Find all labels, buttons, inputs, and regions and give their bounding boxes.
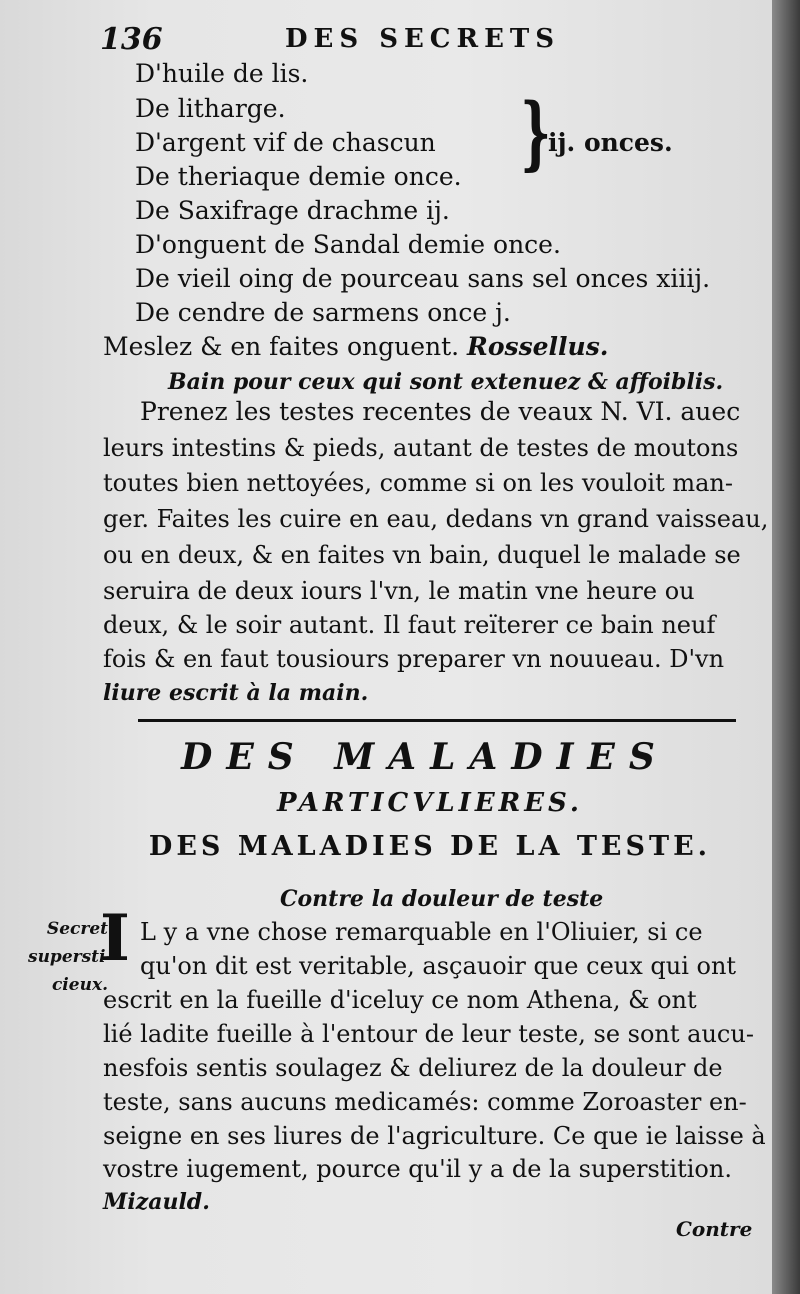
- paragraph-line: escrit en la fueille d'iceluy ce nom Athena, & ont: [103, 986, 697, 1014]
- paragraph-line: vostre iugement, pource qu'il y a de la superstition.: [103, 1155, 732, 1183]
- margin-note-line: supersti-: [28, 947, 113, 967]
- paragraph-line: leurs intestins & pieds, autant de testes de moutons: [103, 434, 739, 462]
- mix-author: Rossellus.: [467, 332, 609, 361]
- margin-note-line: Secret: [46, 919, 108, 939]
- paragraph-line: toutes bien nettoyées, comme si on les vouloit man-: [103, 469, 733, 497]
- recipe-line: De litharge.: [135, 94, 286, 123]
- recipe-line: D'onguent de Sandal demie once.: [135, 230, 561, 259]
- catchword: Contre: [676, 1217, 753, 1241]
- page-number: 136: [100, 22, 163, 57]
- drop-cap: I: [100, 901, 130, 976]
- page-header: [100, 22, 580, 62]
- body-source: Mizauld.: [103, 1189, 210, 1215]
- paragraph-line: Prenez les testes recentes de veaux N. VI. auec: [140, 397, 741, 426]
- paragraph-line: teste, sans aucuns medicamés: comme Zoroaster en-: [103, 1088, 747, 1116]
- page-edge-shadow: [772, 0, 800, 1294]
- running-title: DES SECRETS: [285, 24, 561, 54]
- paragraph-line: ger. Faites les cuire en eau, dedans vn grand vaisseau,: [103, 505, 769, 533]
- mix-text: Meslez & en faites onguent.: [103, 332, 460, 361]
- paragraph-line: lié ladite fueille à l'entour de leur teste, se sont aucu-: [103, 1020, 754, 1048]
- paragraph-line: qu'on dit est veritable, asçauoir que ceux qui ont: [140, 952, 737, 980]
- curly-brace: }: [520, 85, 552, 179]
- paragraph-line: seigne en ses liures de l'agriculture. Ce que ie laisse à: [103, 1122, 766, 1150]
- chapter-title: DES MALADIES DE LA TESTE.: [148, 831, 712, 862]
- paragraph-line: nesfois sentis soulagez & deliurez de la douleur de: [103, 1054, 723, 1082]
- subheading: Contre la douleur de teste: [280, 886, 604, 912]
- margin-note: [28, 915, 113, 999]
- paragraph-line: deux, & le soir autant. Il faut reïterer ce bain neuf: [103, 611, 716, 639]
- recipe-line: D'argent vif de chascun: [135, 128, 436, 157]
- mix-line: [103, 331, 609, 363]
- section-subtitle: PARTICVLIERES.: [277, 788, 583, 818]
- margin-note-line: cieux.: [51, 975, 108, 995]
- brace-value: ij. onces.: [548, 128, 673, 157]
- bain-source: liure escrit à la main.: [103, 680, 369, 706]
- paragraph-line: ou en deux, & en faites vn bain, duquel le malade se: [103, 541, 741, 569]
- recipe-line: De vieil oing de pourceau sans sel onces xiiij.: [135, 264, 711, 293]
- recipe-line: De theriaque demie once.: [135, 162, 462, 191]
- bain-title: Bain pour ceux qui sont extenuez & affoiblis.: [168, 369, 724, 395]
- recipe-line: D'huile de lis.: [135, 59, 309, 88]
- paragraph-line: fois & en faut tousiours preparer vn nouueau. D'vn: [103, 645, 725, 673]
- recipe-line: De Saxifrage drachme ij.: [135, 196, 450, 225]
- paragraph-line: L y a vne chose remarquable en l'Oliuier, si ce: [140, 918, 703, 946]
- paragraph-line: seruira de deux iours l'vn, le matin vne heure ou: [103, 577, 695, 605]
- section-title: DES MALADIES: [181, 736, 669, 778]
- recipe-line: De cendre de sarmens once j.: [135, 298, 511, 327]
- section-rule: [138, 719, 736, 722]
